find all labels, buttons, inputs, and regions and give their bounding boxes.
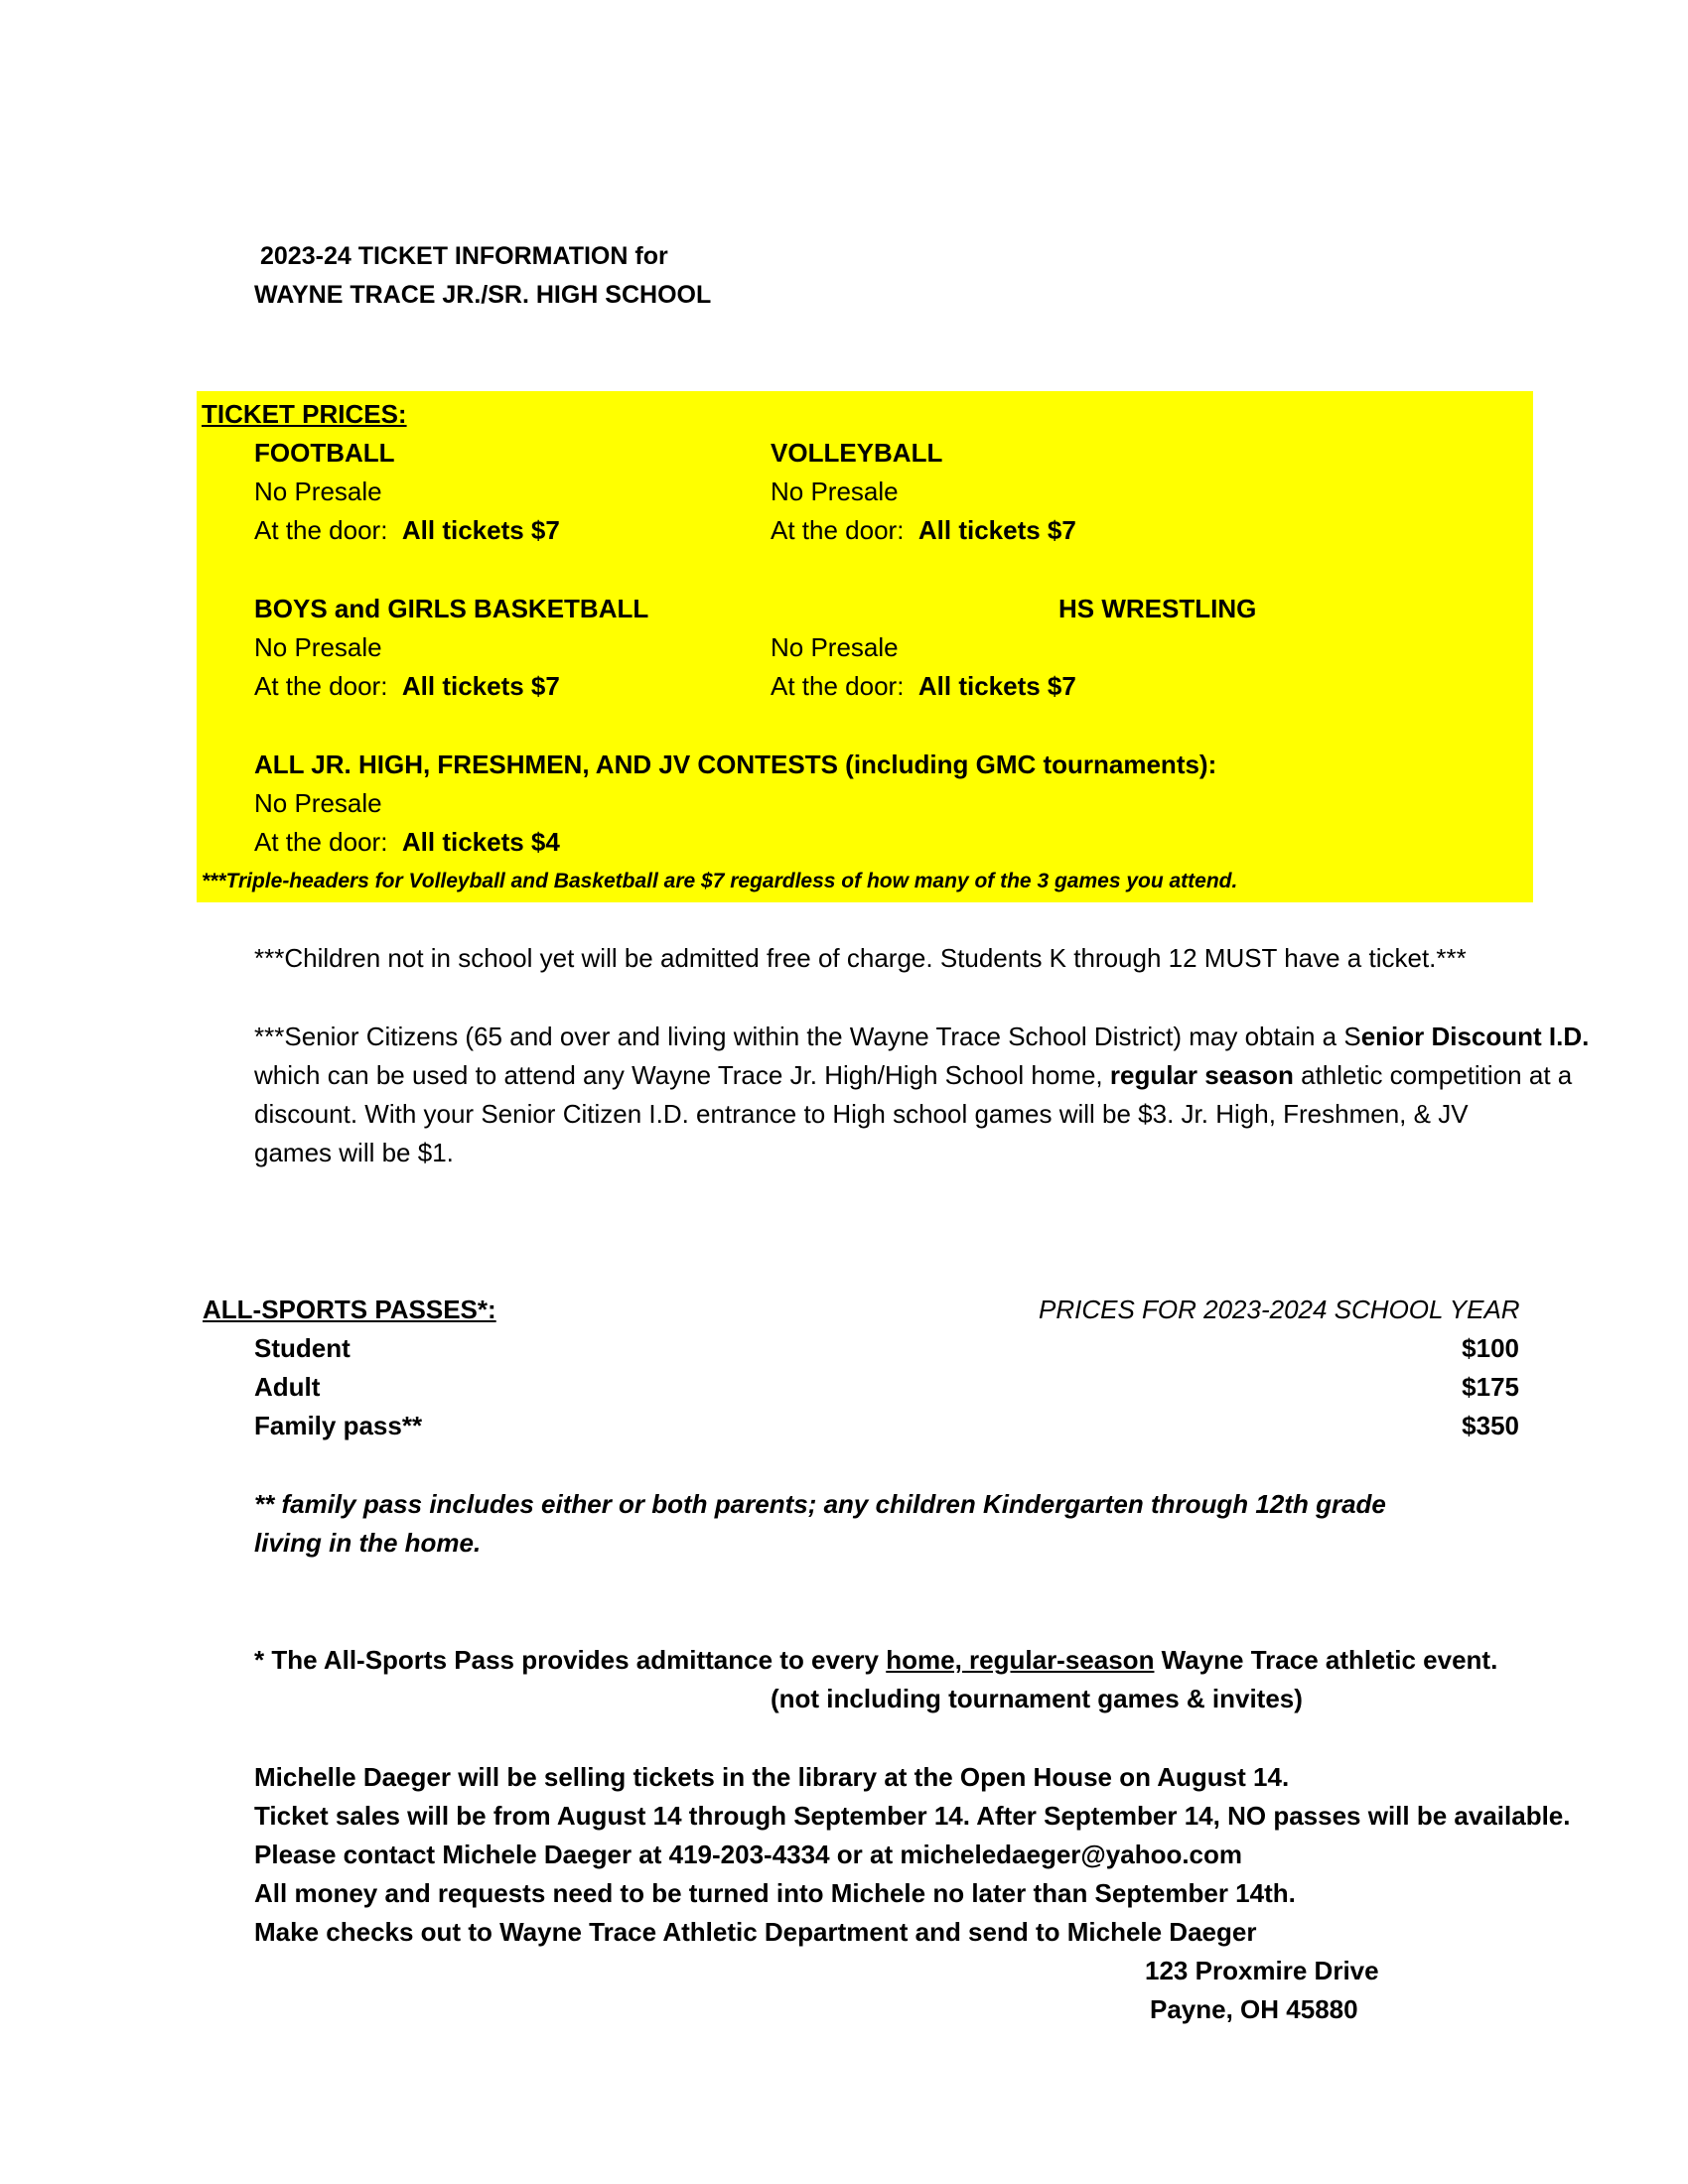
sales-line-2: Ticket sales will be from August 14 through September 14. After September 14, NO passes will be available. (254, 1801, 1571, 1831)
pass-note-home-regular: home, regular-season (886, 1645, 1155, 1675)
basketball-door-label: At the door: (254, 671, 388, 701)
passes-heading: ALL-SPORTS PASSES*: (203, 1295, 496, 1324)
sales-line-5: Make checks out to Wayne Trace Athletic Department and send to Michele Daeger (254, 1917, 1257, 1947)
football-presale: No Presale (254, 477, 382, 506)
football-door (254, 517, 560, 543)
pass-price-student: $100 (1462, 1333, 1519, 1363)
senior-line-1 (254, 1024, 1589, 1049)
senior-discount-id: enior Discount I.D. (1360, 1022, 1590, 1051)
wrestling-door (771, 673, 1076, 699)
basketball-door (254, 673, 560, 699)
ticket-prices-heading: TICKET PRICES: (202, 399, 407, 429)
volleyball-door-label: At the door: (771, 515, 905, 545)
family-note-line-2: living in the home. (254, 1528, 482, 1558)
pass-price-family: $350 (1462, 1411, 1519, 1440)
volleyball-door-price: All tickets $7 (917, 515, 1076, 545)
wrestling-presale: No Presale (771, 632, 899, 662)
senior-line-1-text: ***Senior Citizens (65 and over and living within the Wayne Trace School District) may obtain a S (254, 1022, 1361, 1051)
volleyball-title: VOLLEYBALL (771, 438, 943, 468)
volleyball-presale: No Presale (771, 477, 899, 506)
basketball-title: BOYS and GIRLS BASKETBALL (254, 594, 649, 623)
football-door-price: All tickets $7 (401, 515, 560, 545)
triple-header-note: ***Triple-headers for Volleyball and Basketball are $7 regardless of how many of the 3 games you attend. (202, 870, 1238, 892)
jv-door (254, 829, 560, 855)
senior-line-3: discount. With your Senior Citizen I.D. entrance to High school games will be $3. Jr. High, Freshmen, & JV (254, 1099, 1469, 1129)
sales-line-4: All money and requests need to be turned into Michele no later than September 14th. (254, 1878, 1296, 1908)
pass-label-student: Student (254, 1333, 351, 1363)
jv-title: ALL JR. HIGH, FRESHMEN, AND JV CONTESTS (including GMC tournaments): (254, 750, 1217, 779)
pass-label-family: Family pass** (254, 1411, 423, 1440)
jv-presale: No Presale (254, 788, 382, 818)
jv-door-label: At the door: (254, 827, 388, 857)
basketball-door-price: All tickets $7 (401, 671, 560, 701)
senior-regular-season: regular season (1109, 1060, 1294, 1090)
family-note-line-1: ** family pass includes either or both parents; any children Kindergarten through 12th grade (254, 1489, 1386, 1519)
pass-note-line-1 (254, 1647, 1497, 1673)
pass-note-a: * The All-Sports Pass provides admittance to every (254, 1645, 887, 1675)
wrestling-door-price: All tickets $7 (917, 671, 1076, 701)
football-title: FOOTBALL (254, 438, 395, 468)
volleyball-door (771, 517, 1076, 543)
passes-prices-heading: PRICES FOR 2023-2024 SCHOOL YEAR (1039, 1295, 1520, 1324)
title-line-1: 2023-24 TICKET INFORMATION for (260, 242, 668, 270)
pass-label-adult: Adult (254, 1372, 321, 1402)
basketball-presale: No Presale (254, 632, 382, 662)
sales-line-1: Michelle Daeger will be selling tickets in the library at the Open House on August 14. (254, 1762, 1290, 1792)
senior-line-2-a: which can be used to attend any Wayne Trace Jr. High/High School home, (254, 1060, 1110, 1090)
address-line-2: Payne, OH 45880 (1150, 1994, 1358, 2024)
pass-note-b: Wayne Trace athletic event. (1154, 1645, 1498, 1675)
sales-line-3: Please contact Michele Daeger at 419-203-4334 or at micheledaeger@yahoo.com (254, 1840, 1243, 1869)
jv-door-price: All tickets $4 (401, 827, 560, 857)
wrestling-title: HS WRESTLING (1058, 594, 1257, 623)
senior-line-4: games will be $1. (254, 1138, 454, 1167)
children-note: ***Children not in school yet will be admitted free of charge. Students K through 12 MUST have a ticket.*** (254, 943, 1467, 973)
senior-line-2 (254, 1062, 1572, 1088)
senior-line-2-b: athletic competition at a (1293, 1060, 1573, 1090)
football-door-label: At the door: (254, 515, 388, 545)
pass-note-line-2: (not including tournament games & invites) (771, 1684, 1303, 1713)
address-line-1: 123 Proxmire Drive (1145, 1956, 1379, 1985)
pass-price-adult: $175 (1462, 1372, 1519, 1402)
wrestling-door-label: At the door: (771, 671, 905, 701)
title-line-2: WAYNE TRACE JR./SR. HIGH SCHOOL (254, 281, 712, 309)
